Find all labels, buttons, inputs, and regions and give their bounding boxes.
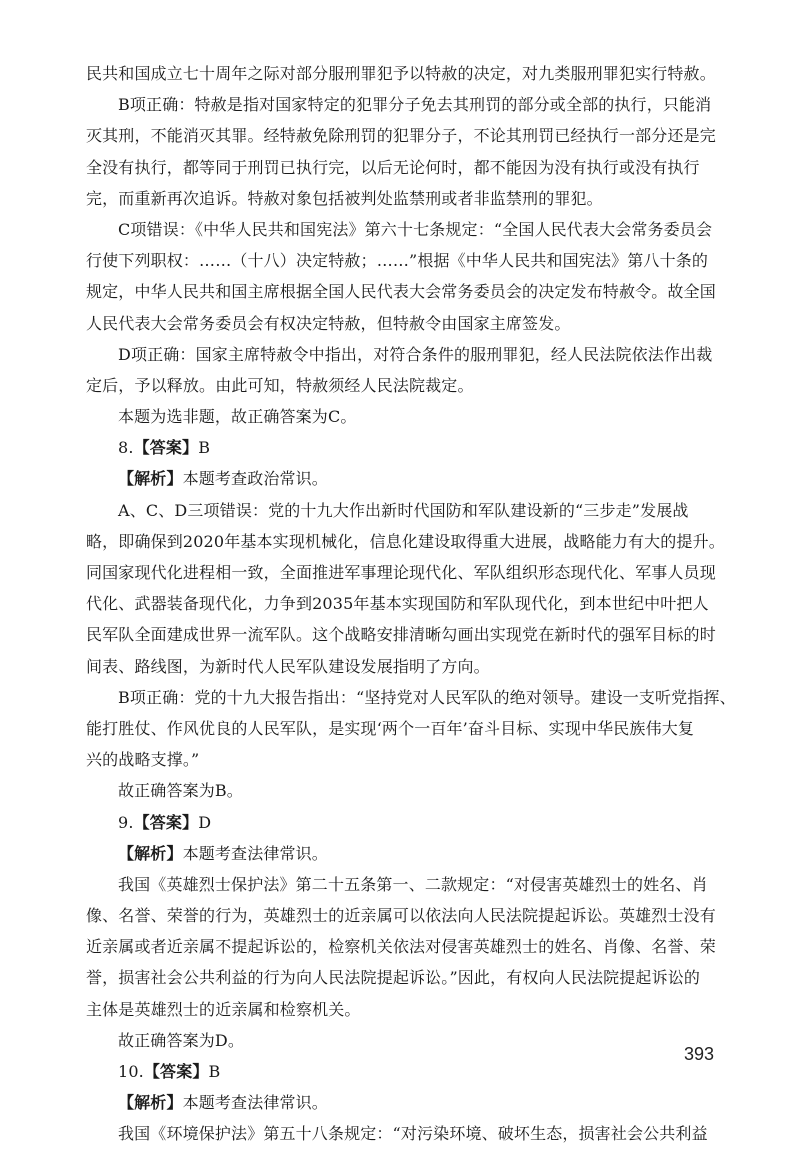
text-line: [86, 651, 718, 682]
section-label: 【答案】: [133, 438, 199, 458]
text-line: [86, 682, 736, 713]
line-text: 本题为选非题，故正确答案为C。: [118, 407, 357, 427]
section-label: 【答案】: [133, 812, 199, 832]
text-line: [86, 463, 718, 494]
line-text: 民共和国成立七十周年之际对部分服刑罪犯予以特赦的决定，对九类服刑罪犯实行特赦。: [86, 64, 716, 83]
text-line: [86, 1025, 718, 1056]
text-line: [86, 588, 718, 619]
line-text: B: [208, 1062, 221, 1081]
line-text: 民军队全面建成世界一流军队。这个战略安排清晰勾画出实现党在新时代的强军目标的时: [86, 625, 716, 645]
text-line: [86, 152, 718, 183]
line-text: 故正确答案为B。: [118, 781, 243, 801]
text-line: [86, 1118, 718, 1149]
text-line: [86, 120, 718, 151]
line-text: 人民代表大会常务委员会有权决定特赦，但特赦令由国家主席签发。: [86, 313, 571, 333]
line-text: 近亲属或者近亲属不提起诉讼的，检察机关依法对侵害英雄烈士的姓名、肖像、名誉、荣: [86, 937, 716, 957]
line-text: 略，即确保到2020年基本实现机械化，信息化建设取得重大进展，战略能力有大的提升。: [86, 531, 725, 551]
line-text: 誉，损害社会公共利益的行为向人民法院提起诉讼。”因此，有权向人民法院提起诉讼的: [86, 968, 701, 988]
text-line: [86, 1087, 718, 1118]
text-line: [86, 994, 718, 1025]
text-line: [86, 807, 718, 838]
page-body-text: [86, 58, 736, 1150]
line-text: 像、名誉、荣誉的行为，英雄烈士的近亲属可以依法向人民法院提起诉讼。英雄烈士没有: [86, 906, 716, 926]
line-text: 间表、路线图，为新时代人民军队建设发展指明了方向。: [86, 656, 490, 676]
text-line: [86, 432, 718, 463]
line-text: 能打胜仗、作风优良的人民军队，是实现‘两个一百年’奋斗目标、实现中华民族伟大复: [86, 718, 695, 738]
section-label: 【解析】: [118, 469, 183, 489]
page-number: 393: [684, 1044, 715, 1064]
text-line: [86, 744, 718, 775]
line-text: B: [198, 438, 211, 458]
text-line: [86, 838, 718, 869]
text-line: [86, 245, 718, 276]
line-text: 灭其刑，不能消灭其罪。经特赦免除刑罚的犯罪分子，不论其刑罚已经执行一部分还是完: [86, 126, 716, 146]
text-line: [86, 401, 718, 432]
text-line: [86, 557, 718, 588]
line-text: C项错误：《中华人民共和国宪法》第六十七条规定：“全国人民代表大会常务委员会: [118, 219, 713, 239]
section-label: 【解析】: [118, 843, 183, 863]
text-line: [86, 214, 718, 245]
text-line: [86, 775, 718, 806]
question-number: 10.: [118, 1062, 144, 1081]
line-text: 故正确答案为D。: [118, 1030, 245, 1050]
line-text: A、C、D三项错误：党的十九大作出新时代国防和军队建设新的“三步走”发展战: [118, 500, 689, 520]
line-text: 本题考查法律常识。: [182, 843, 328, 863]
line-text: 我国《英雄烈士保护法》第二十五条第一、二款规定：“对侵害英雄烈士的姓名、肖: [118, 874, 708, 894]
text-line: [86, 308, 718, 339]
text-line: [86, 619, 718, 650]
line-text: B项正确：党的十九大报告指出：“坚持党对人民军队的绝对领导。建设一支听党指挥、: [118, 687, 736, 707]
question-number: 9.: [118, 812, 134, 832]
line-text: 代化、武器装备现代化，力争到2035年基本实现国防和军队现代化，到本世纪中叶把人: [86, 594, 709, 614]
line-text: 我国《环境保护法》第五十八条规定：“对污染环境、破坏生态，损害社会公共利益: [118, 1124, 708, 1144]
line-text: 同国家现代化进程相一致，全面推进军事理论现代化、军队组织形态现代化、军事人员现: [86, 563, 716, 582]
text-line: [86, 183, 718, 214]
text-line: [86, 1056, 718, 1087]
text-line: [86, 900, 718, 931]
line-text: B项正确：特赦是指对国家特定的犯罪分子免去其刑罚的部分或全部的执行，只能消: [118, 95, 712, 115]
text-line: [86, 869, 718, 900]
section-label: 【答案】: [143, 1062, 209, 1081]
line-text: 定后，予以释放。由此可知，特赦须经人民法院裁定。: [86, 375, 474, 395]
line-text: 全没有执行，都等同于刑罚已执行完，以后无论何时，都不能因为没有执行或没有执行: [86, 157, 700, 177]
text-line: [86, 370, 718, 401]
text-line: [86, 713, 718, 744]
text-line: [86, 495, 718, 526]
line-text: 兴的战略支撑。”: [86, 750, 200, 770]
text-line: [86, 276, 718, 307]
text-line: [86, 526, 725, 557]
section-label: 【解析】: [118, 1093, 183, 1113]
text-line: [86, 339, 718, 370]
line-text: 主体是英雄烈士的近亲属和检察机关。: [86, 999, 361, 1019]
line-text: 本题考查法律常识。: [182, 1093, 328, 1113]
line-text: 规定，中华人民共和国主席根据全国人民代表大会常务委员会的决定发布特赦令。故全国: [86, 282, 716, 302]
line-text: 完，而重新再次追诉。特赦对象包括被判处监禁刑或者非监禁刑的罪犯。: [86, 188, 603, 208]
line-text: D: [198, 812, 212, 832]
text-line: [86, 89, 718, 120]
question-number: 8.: [118, 438, 134, 458]
line-text: 行使下列职权：……（十八）决定特赦；……”根据《中华人民共和国宪法》第八十条的: [86, 251, 709, 271]
line-text: D项正确：国家主席特赦令中指出，对符合条件的服刑罪犯，经人民法院依法作出裁: [118, 344, 713, 364]
text-line: [86, 58, 718, 89]
text-line: [86, 931, 718, 962]
line-text: 本题考查政治常识。: [182, 469, 328, 489]
text-line: [86, 962, 718, 993]
